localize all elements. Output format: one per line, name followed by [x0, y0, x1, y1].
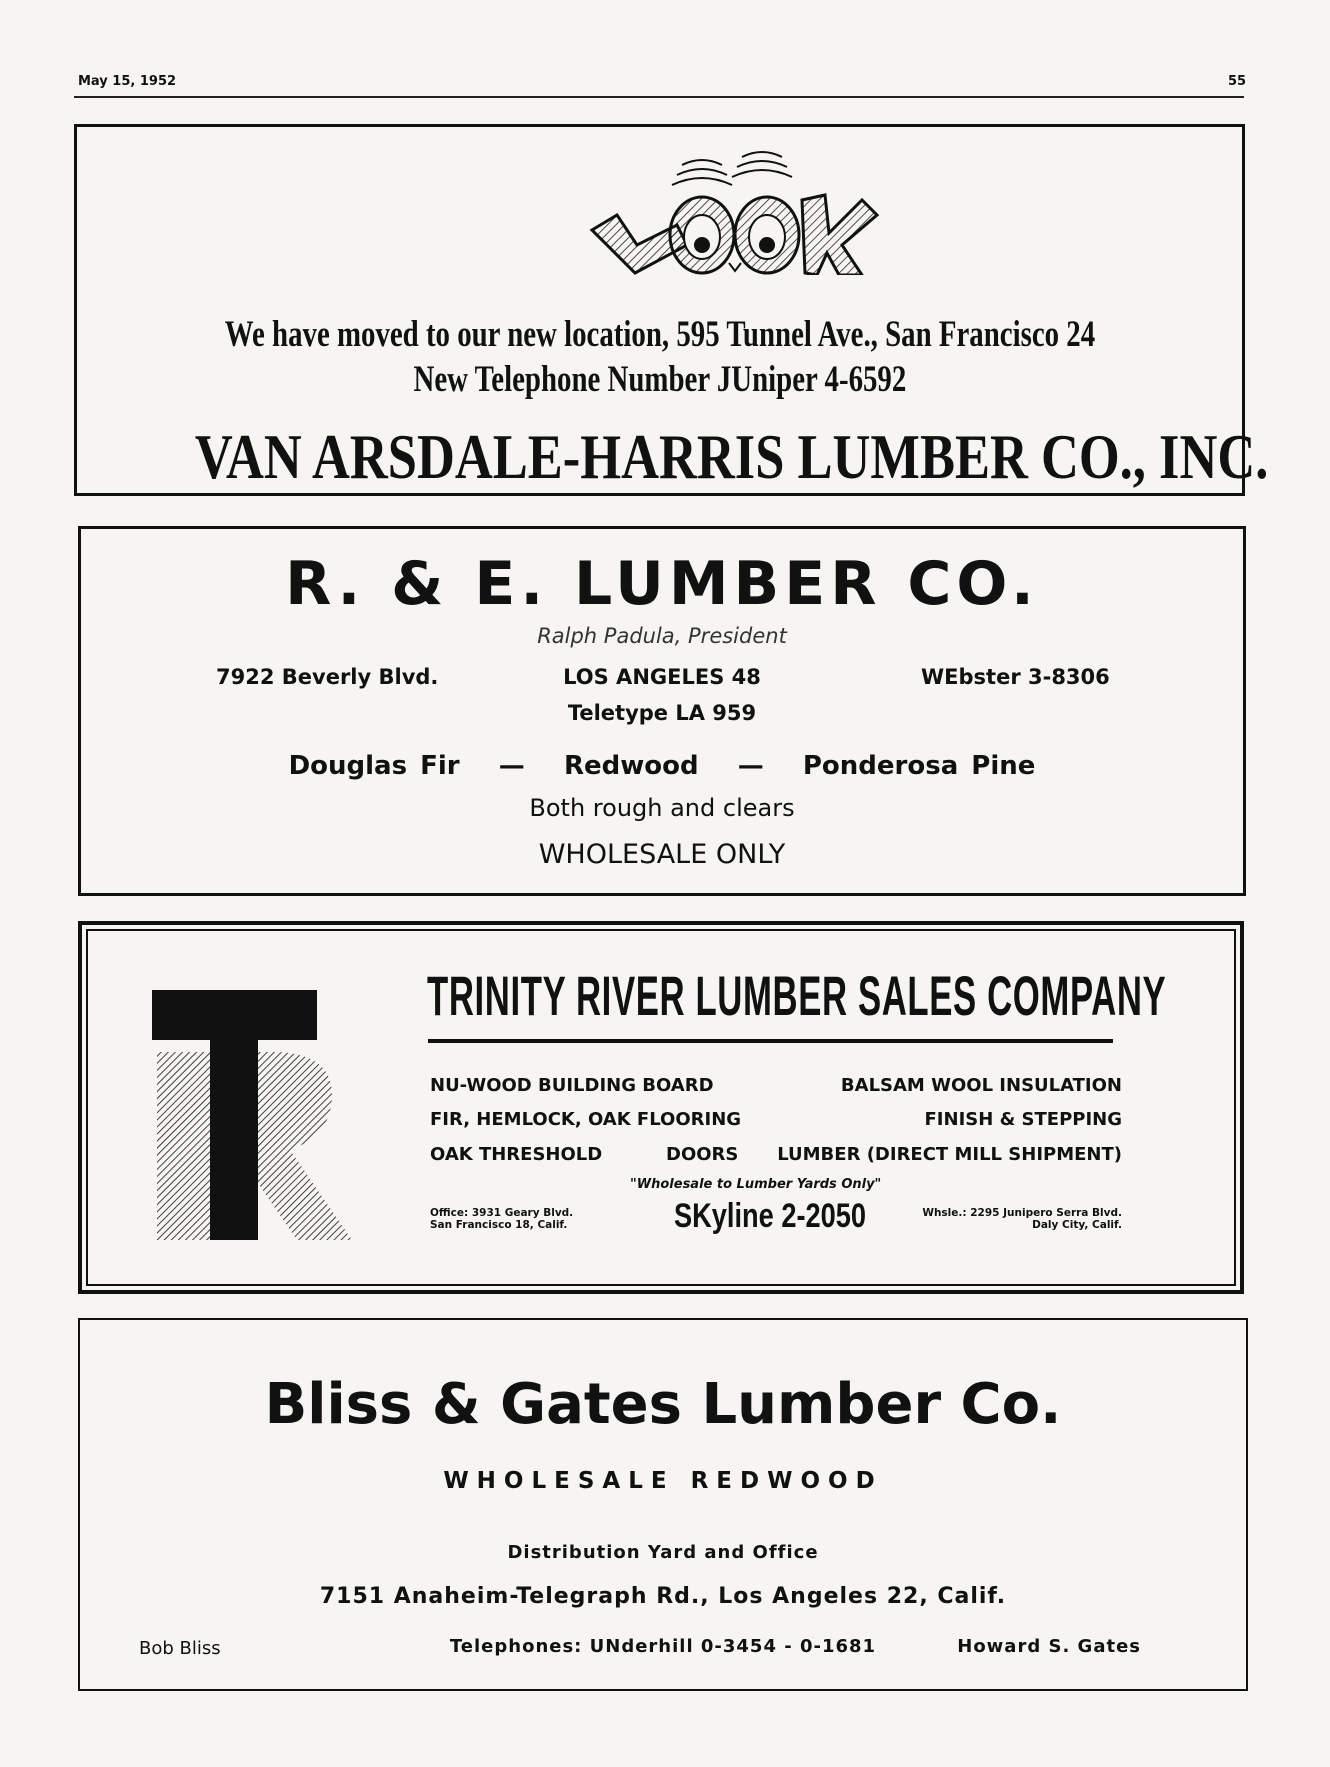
- ad2-grade: Both rough and clears: [529, 794, 795, 822]
- ad4-company-name: Bliss & Gates Lumber Co.: [264, 1372, 1062, 1437]
- ad3-fir: FIR, HEMLOCK, OAK FLOORING: [430, 1109, 742, 1130]
- tr-monogram-icon: [152, 990, 352, 1245]
- ad4-yard: Distribution Yard and Office: [507, 1542, 819, 1563]
- ad3-finish: FINISH & STEPPING: [924, 1109, 1122, 1130]
- ad3-oak: OAK THRESHOLD: [430, 1144, 603, 1165]
- ad2-separator: —: [498, 751, 525, 781]
- ad4-left-name: Bob Bliss: [139, 1638, 221, 1659]
- ad2-city: LOS ANGELES 48: [563, 665, 761, 689]
- ad3-office-line1: Office: 3931 Geary Blvd.: [430, 1207, 574, 1219]
- ad-r-and-e-lumber: [78, 526, 1246, 896]
- ad4-right-name: Howard S. Gates: [957, 1636, 1141, 1657]
- ad2-company-name: R. & E. LUMBER CO.: [285, 549, 1039, 619]
- ad2-address: 7922 Beverly Blvd.: [216, 665, 439, 689]
- ad3-title-rule: [428, 1039, 1113, 1043]
- ad-trinity-river: [78, 921, 1244, 1294]
- ad3-company-name: TRINITY RIVER LUMBER SALES COMPANY: [427, 964, 1167, 1027]
- ad2-product-douglas-fir: Douglas Fir: [288, 751, 460, 781]
- ad-van-arsdale-harris: [74, 124, 1269, 496]
- ad2-phone: WEbster 3-8306: [921, 665, 1110, 689]
- ad2-wholesale: WHOLESALE ONLY: [538, 839, 786, 870]
- ad1-move-notice: We have moved to our new location, 595 Tunnel Ave., San Francisco 24: [224, 314, 1095, 355]
- ad2-product-redwood: Redwood: [563, 751, 699, 781]
- ad3-phone: SKyline 2-2050: [674, 1197, 867, 1235]
- page-date: May 15, 1952: [78, 74, 177, 89]
- ad3-tagline: "Wholesale to Lumber Yards Only": [630, 1177, 882, 1192]
- ad3-whsle-line1: Whsle.: 2295 Junipero Serra Blvd.: [922, 1207, 1122, 1219]
- ad3-office-line2: San Francisco 18, Calif.: [430, 1219, 568, 1231]
- ad4-subtitle: WHOLESALE REDWOOD: [443, 1468, 883, 1494]
- ad1-phone-notice: New Telephone Number JUniper 4-6592: [413, 359, 906, 400]
- ad4-telephones: Telephones: UNderhill 0-3454 - 0-1681: [449, 1636, 877, 1657]
- ad3-lumber: LUMBER (DIRECT MILL SHIPMENT): [777, 1144, 1122, 1165]
- ad2-product-ponderosa-pine: Ponderosa Pine: [802, 751, 1036, 781]
- ad2-president: Ralph Padula, President: [537, 624, 787, 648]
- ad3-balsam: BALSAM WOOL INSULATION: [840, 1075, 1122, 1096]
- ad3-whsle-line2: Daly City, Calif.: [1032, 1219, 1122, 1231]
- ad4-address: 7151 Anaheim-Telegraph Rd., Los Angeles 22, Calif.: [319, 1584, 1007, 1609]
- page-number: 55: [1228, 74, 1247, 89]
- header-rule: [74, 96, 1244, 98]
- look-logo-icon: [517, 145, 897, 275]
- ad2-separator: —: [737, 751, 764, 781]
- ad2-products: [81, 751, 1243, 781]
- ad1-company-name: VAN ARSDALE-HARRIS LUMBER CO., INC.: [194, 421, 1269, 492]
- ad2-teletype: Teletype LA 959: [567, 701, 757, 725]
- ad3-nu-wood: NU-WOOD BUILDING BOARD: [430, 1075, 714, 1096]
- ad-bliss-gates: [78, 1318, 1248, 1691]
- ad3-doors: DOORS: [666, 1144, 739, 1165]
